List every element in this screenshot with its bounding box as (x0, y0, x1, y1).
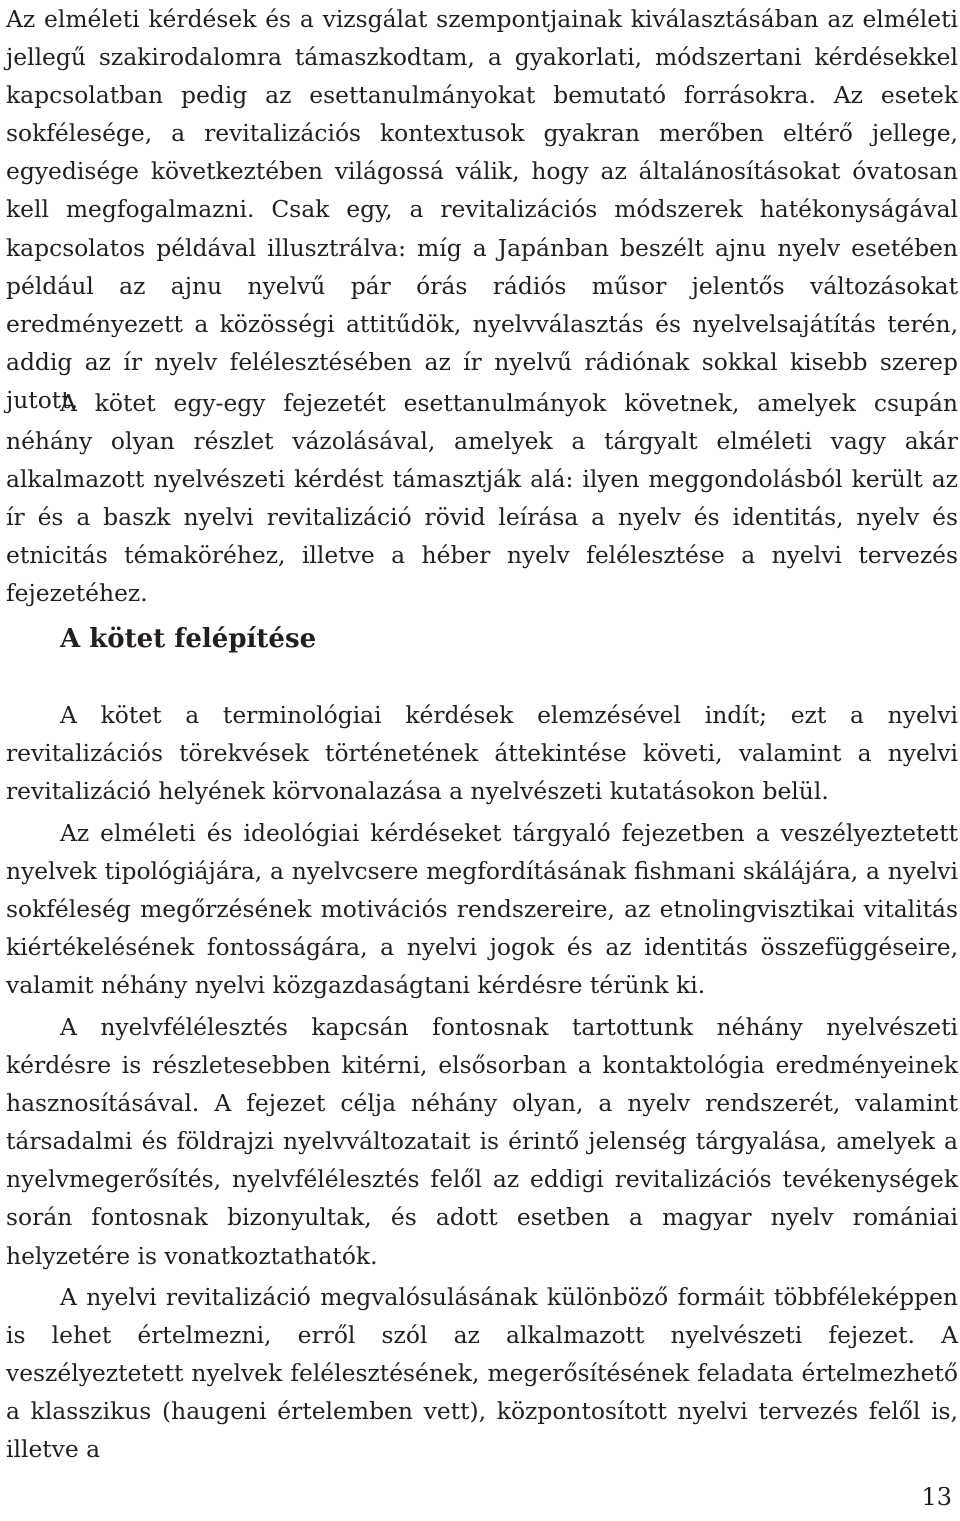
body-paragraph-3: A kötet a terminológiai kérdések elemzésével indít; ezt a nyelvi revitalizációs törekvések történetének áttekintése követi, valamint a nyelvi revitalizáció helyének körvonalazása a nyelvészeti kutatásokon belül. (6, 701, 958, 806)
body-paragraph-2: A kötet egy-egy fejezetét esettanulmányok követnek, amelyek csupán néhány olyan részlet vázolásával, amelyek a tárgyalt elméleti vagy akár alkalmazott nyelvészeti kérdést támasztják alá: ilyen meggondolásból került az ír és a baszk nyelvi revitalizáció rövid leírása a nyelv és identitás, nyelv és etnicitás témaköréhez, illetve a héber nyelv felélesztése a nyelvi tervezés fejezetéhez. (6, 389, 958, 608)
section-heading: A kötet felépítése (60, 624, 317, 654)
body-paragraph-1: Az elméleti kérdések és a vizsgálat szempontjainak kiválasztásában az elméleti jellegű szakirodalomra támaszkodtam, a gyakorlati, módszertani kérdésekkel kapcsolatban pedig az esettanulmányokat bemutató forrásokra. Az esetek sokfélesége, a revitalizációs kontextusok gyakran merőben eltérő jellege, egyedisége következtében világossá válik, hogy az általánosításokat óvatosan kell megfogalmazni. Csak egy, a revitalizációs módszerek hatékonyságával kapcsolatos példával illusztrálva: míg a Japánban beszélt ajnu nyelv esetében például az ajnu nyelvű pár órás rádiós műsor jelentős változásokat eredményezett a közösségi attitűdök, nyelvválasztás és nyelvelsajátítás terén, addig az ír nyelv felélesztésében az ír nyelvű rádiónak sokkal kisebb szerep jutott. (6, 5, 958, 414)
body-paragraph-4: Az elméleti és ideológiai kérdéseket tárgyaló fejezetben a veszélyeztetett nyelvek tipológiájára, a nyelvcsere megfordításának fishmani skálájára, a nyelvi sokféleség megőrzésének motivációs rendszereire, az etnolingvisztikai vitalitás kiértékelésének fontosságára, a nyelvi jogok és az identitás összefüggéseire, valamit néhány nyelvi közgazdaságtani kérdésre térünk ki. (6, 819, 958, 1000)
body-paragraph-5: A nyelvfélélesztés kapcsán fontosnak tartottunk néhány nyelvészeti kérdésre is részletesebben kitérni, elsősorban a kontaktológia eredményeinek hasznosításával. A fejezet célja néhány olyan, a nyelv rendszerét, valamint társadalmi és földrajzi nyelvváltozatait is érintő jelenség tárgyalása, amelyek a nyelvmegerősítés, nyelvfélélesztés felől az eddigi revitalizációs tevékenységek során fontosnak bizonyultak, és adott esetben a magyar nyelv romániai helyzetére is vonatkoztathatók. (6, 1013, 958, 1270)
document-page (6, 0, 958, 1521)
page-number: 13 (921, 1483, 952, 1511)
body-paragraph-6: A nyelvi revitalizáció megvalósulásának különböző formáit többféleképpen is lehet értelmezni, erről szól az alkalmazott nyelvészeti fejezet. A veszélyeztetett nyelvek felélesztésének, megerősítésének feladata értelmezhető a klasszikus (haugeni értelemben vett), központosított nyelvi tervezés felől is, illetve a (6, 1283, 958, 1464)
